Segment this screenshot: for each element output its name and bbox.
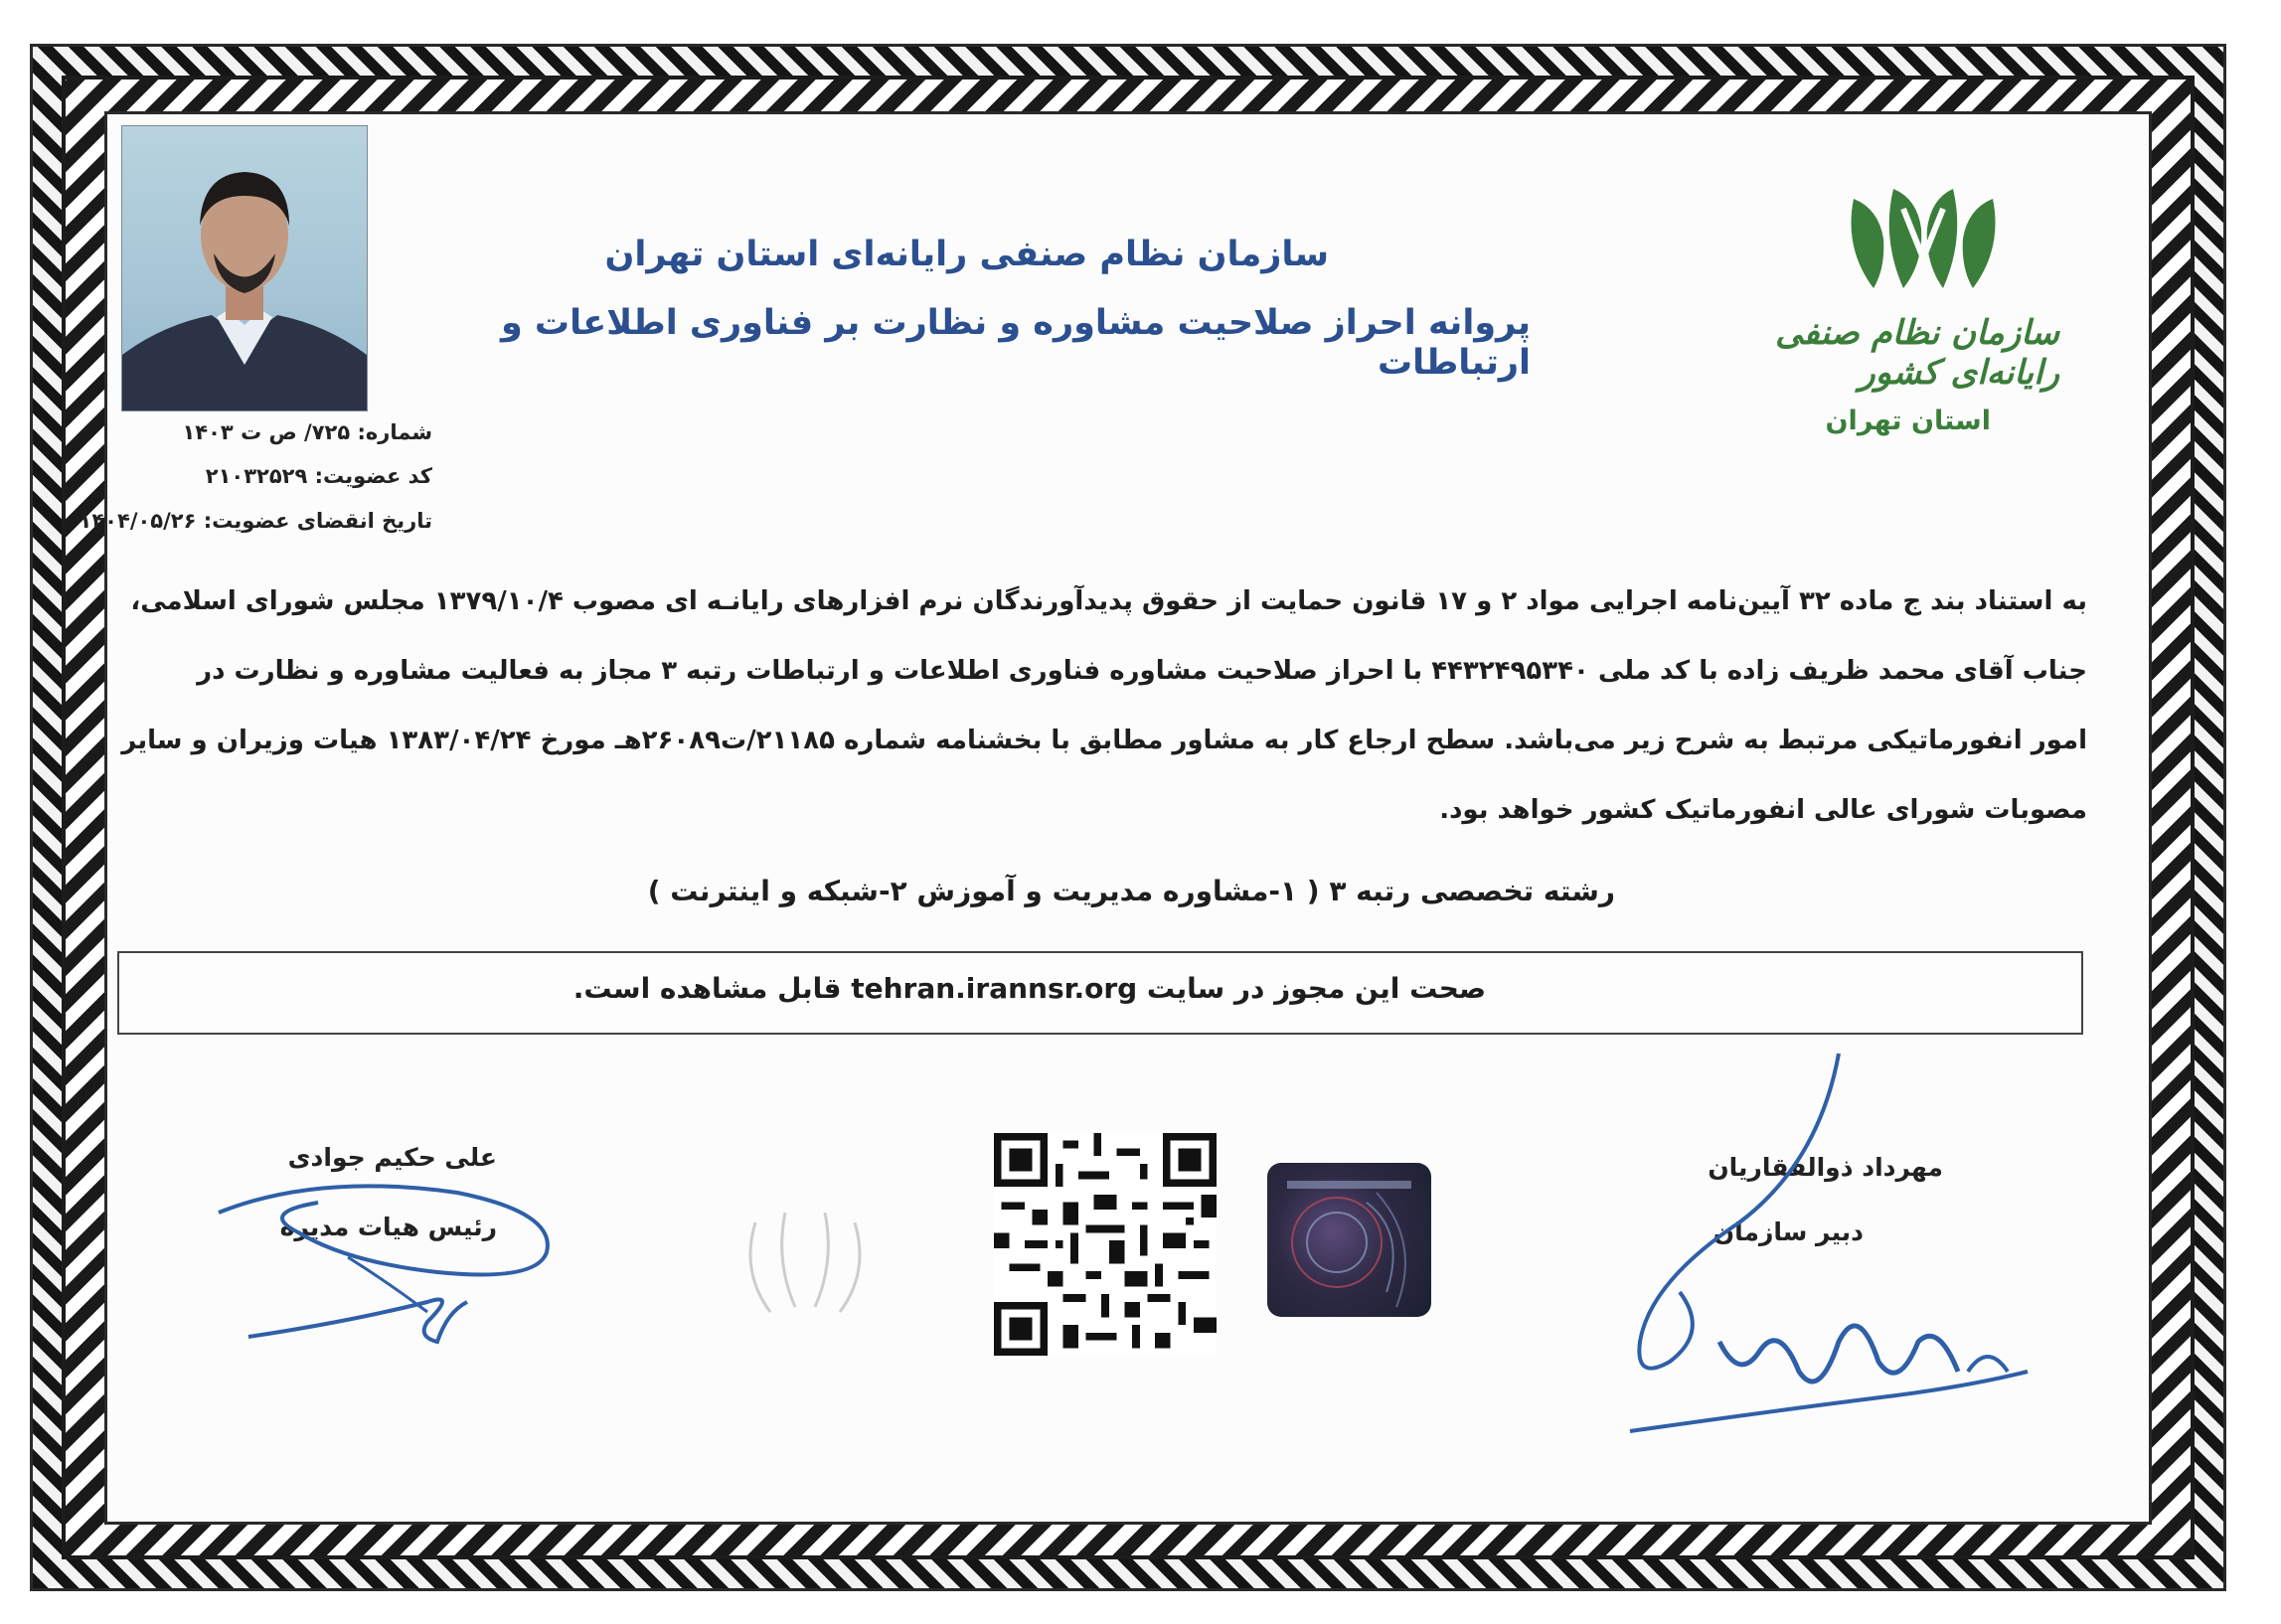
logo-province: استان تهران <box>1825 406 1991 436</box>
holder-photo <box>121 125 368 411</box>
body-line-1: به استناد بند ج ماده ۳۲ آیین‌نامه اجرایی مواد ۲ و ۱۷ قانون حمایت از حقوق پدیدآورندگان نرم افزارهای رایانـه ای مصوب ۱۳۷۹/۱۰/۴ مجلس شورای اسلامی، <box>130 586 2087 616</box>
secretary-signature-icon <box>1590 1044 2037 1461</box>
body-line-4: مصوبات شورای عالی انفورماتیک کشور خواهد بود. <box>1439 795 2087 825</box>
chairman-signature-icon <box>199 1153 576 1372</box>
qr-code-icon <box>994 1133 1217 1356</box>
secretary-name: مهرداد ذوالفقاریان <box>1708 1153 1943 1182</box>
verification-text: صحت این مجوز در سایت tehran.irannsr.org قابل مشاهده است. <box>572 972 1486 1005</box>
license-title: پروانه احراز صلاحیت مشاوره و نظارت بر فناوری اطلاعات و ارتباطات <box>500 303 1531 383</box>
hologram-seal <box>1267 1163 1431 1317</box>
body-line-2: جناب آقای محمد ظریف زاده با کد ملی ۴۴۳۲۴۹۵۳۴۰ با احراز صلاحیت مشاوره فناوری اطلاعات و ارتباطات رتبه ۳ مجاز به فعالیت مشاوره و نظارت در <box>197 656 2087 686</box>
membership-expiry: تاریخ انقضای عضویت: ۱۴۰۴/۰۵/۲۶ <box>79 509 432 533</box>
chairman-name: علی حکیم جوادی <box>287 1143 497 1172</box>
organization-title: سازمان نظام صنفی رایانه‌ای استان تهران <box>604 235 1329 274</box>
hologram-pattern-icon <box>1267 1163 1431 1317</box>
person-portrait-icon <box>122 126 367 410</box>
secretary-role: دبیر سازمان <box>1712 1218 1864 1246</box>
body-line-3: امور انفورماتیکی مرتبط به شرح زیر می‌باشد. سطح ارجاع کار به مشاور مطابق با بخشنامه شماره ۲۱۱۸۵/ت۲۶۰۸۹هـ مورخ ۱۳۸۳/۰۴/۲۴ هیات وزیران و سایر <box>121 726 2087 755</box>
chairman-role: رئیس هیات مدیره <box>279 1213 497 1241</box>
specialty-field: رشته تخصصی رتبه ۳ ( ۱-مشاوره مدیریت و آموزش ۲-شبکه و اینترنت ) <box>647 875 1615 907</box>
member-code: کد عضویت: ۲۱۰۳۲۵۲۹ <box>205 464 432 488</box>
emblem-watermark-icon <box>726 1193 885 1342</box>
license-number: شماره: ۷۲۵/ ص ت ۱۴۰۳ <box>182 420 432 444</box>
logo-org-name: سازمان نظام صنفی رایانه‌ای کشور <box>1775 313 2059 393</box>
